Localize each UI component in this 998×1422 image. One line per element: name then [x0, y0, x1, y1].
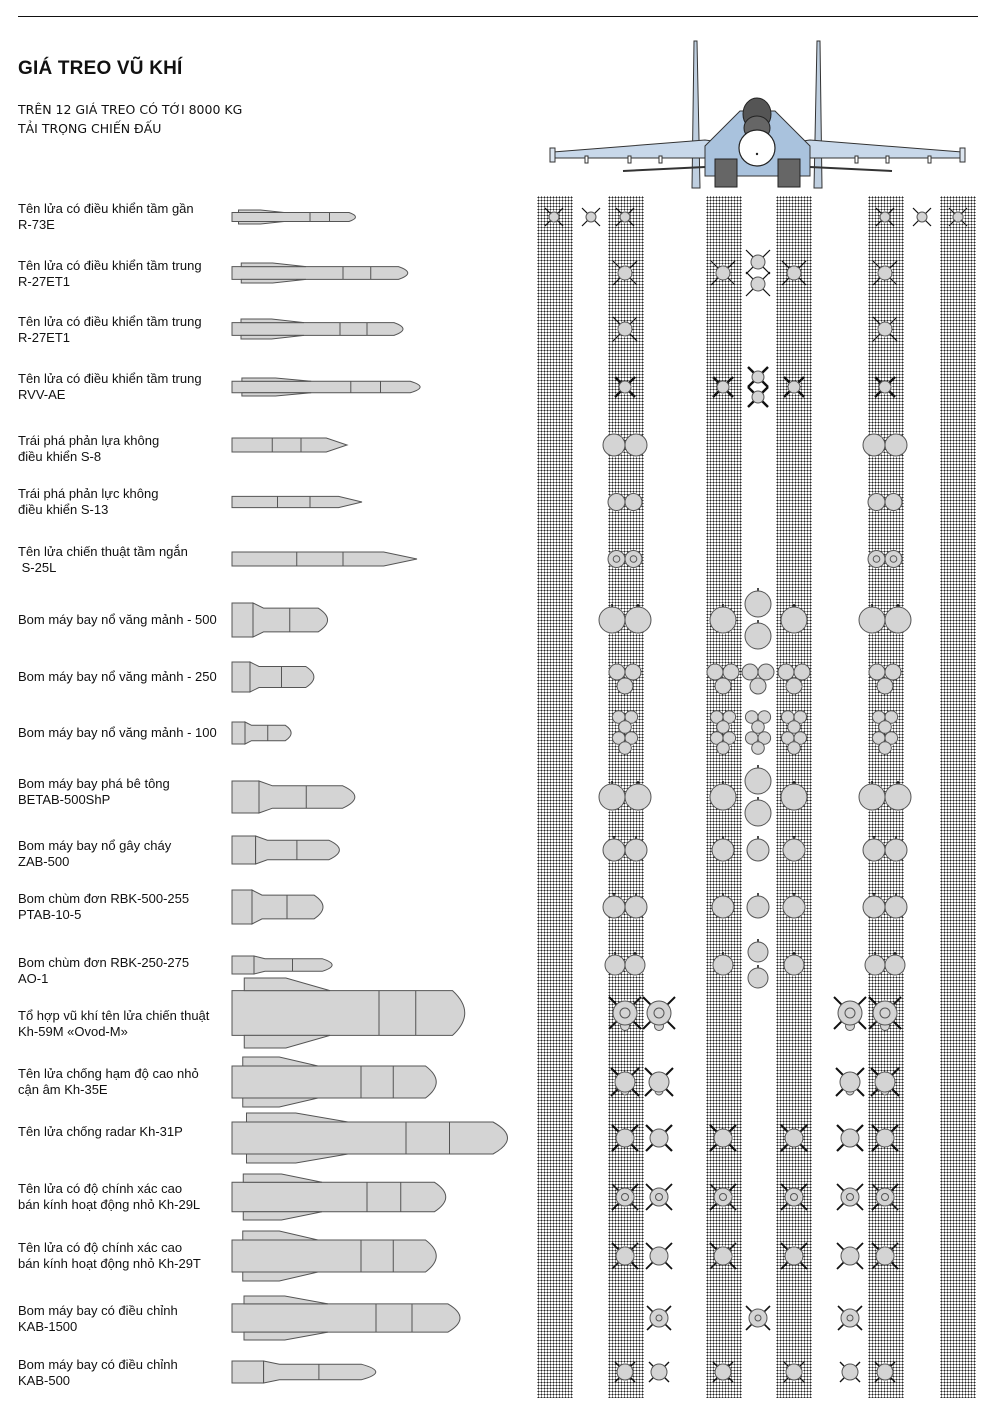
weapon-label-line-2: điều khiển S-13	[18, 502, 109, 517]
weapon-label-line-1: Bom máy bay nổ gây cháy	[18, 838, 172, 853]
station-marker	[837, 1243, 863, 1269]
weapon-label-line-1: Trái phá phản lực không	[18, 486, 159, 501]
weapon-illustration	[228, 953, 344, 977]
weapon-label-line-2: AO-1	[18, 971, 49, 986]
weapon-label	[18, 1124, 223, 1140]
weapon-label	[18, 201, 223, 233]
weapon-illustration	[228, 546, 419, 572]
station-marker	[647, 1306, 671, 1330]
station-marker	[745, 588, 771, 617]
weapon-illustration	[228, 600, 339, 640]
station-marker	[840, 1362, 860, 1382]
weapon-label-line-1: Bom máy bay nổ văng mảnh - 500	[18, 612, 217, 627]
top-rule	[18, 16, 978, 17]
weapon-label	[18, 1357, 223, 1389]
weapon-label-line-2: KAB-1500	[18, 1319, 78, 1334]
station-marker	[838, 1306, 862, 1330]
weapon-label	[18, 1303, 223, 1335]
weapon-label-line-2: R-73E	[18, 217, 55, 232]
weapon-label	[18, 1066, 223, 1098]
weapon-label-line-2: R-27ET1	[18, 330, 71, 345]
weapon-illustration	[228, 887, 334, 927]
station-marker	[836, 1068, 864, 1096]
weapon-label-line-2: BETAB-500ShP	[18, 792, 111, 807]
station-marker	[745, 765, 771, 794]
weapon-label	[18, 725, 223, 741]
weapon-label	[18, 955, 223, 987]
weapon-illustration	[228, 1054, 449, 1110]
weapon-illustration	[228, 975, 479, 1051]
station-marker	[748, 367, 768, 387]
weapon-label	[18, 612, 223, 628]
weapon-label	[18, 838, 223, 870]
weapon-label	[18, 776, 223, 808]
weapon-label-line-1: Tổ hợp vũ khí tên lửa chiến thuật	[18, 1008, 210, 1023]
weapon-label-line-1: Tên lửa có điều khiển tầm gần	[18, 201, 194, 216]
station-marker	[746, 1306, 770, 1330]
weapon-label-line-2: ZAB-500	[18, 854, 70, 869]
weapon-label-line-2: bán kính hoạt động nhỏ Kh-29L	[18, 1197, 201, 1212]
weapon-label	[18, 1240, 223, 1272]
pylon-strip-3	[706, 196, 742, 1398]
weapon-label-line-1: Tên lửa có độ chính xác cao	[18, 1240, 183, 1255]
weapon-label-line-2: Kh-59M «Ovod-M»	[18, 1024, 128, 1039]
station-marker	[837, 1125, 863, 1151]
station-marker	[646, 1125, 672, 1151]
station-marker	[747, 893, 769, 918]
station-marker	[837, 1184, 863, 1210]
weapon-illustration	[228, 719, 299, 747]
weapon-illustration	[228, 1228, 449, 1284]
station-marker	[746, 272, 770, 296]
station-marker	[745, 620, 771, 649]
weapon-label-line-1: Bom máy bay phá bê tông	[18, 776, 170, 791]
weapon-label-line-2: R-27ET1	[18, 274, 71, 289]
weapon-label-line-1: Tên lửa chống hạm độ cao nhỏ	[18, 1066, 199, 1081]
weapon-label-line-1: Bom chùm đơn RBK-250-275	[18, 955, 190, 970]
weapon-label-line-2: bán kính hoạt động nhỏ Kh-29T	[18, 1256, 201, 1271]
weapon-illustration	[228, 207, 364, 227]
station-marker	[748, 939, 768, 962]
pylon-strip-4	[776, 196, 812, 1398]
weapon-illustration	[228, 260, 419, 286]
page-subtitle	[18, 100, 242, 138]
station-marker	[745, 797, 771, 826]
weapon-label-line-2: cận âm Kh-35E	[18, 1082, 108, 1097]
weapon-illustration	[228, 1110, 524, 1166]
weapon-illustration	[228, 491, 364, 513]
station-marker	[747, 836, 769, 861]
weapon-label-line-1: Bom máy bay có điều chỉnh	[18, 1357, 178, 1372]
station-marker-cluster	[745, 711, 770, 755]
station-marker	[746, 250, 770, 274]
weapon-label-line-2: S-25L	[18, 560, 57, 575]
weapon-label-line-2: KAB-500	[18, 1373, 71, 1388]
weapon-label-line-2: điều khiển S-8	[18, 449, 102, 464]
weapon-label	[18, 1008, 223, 1040]
weapon-label-line-1: Tên lửa có điều khiển tầm trung	[18, 314, 202, 329]
station-marker	[748, 387, 768, 407]
weapon-label	[18, 371, 223, 403]
weapon-label	[18, 258, 223, 290]
weapon-label-line-2: PTAB-10-5	[18, 907, 82, 922]
station-marker	[582, 208, 600, 226]
weapon-label	[18, 486, 223, 518]
station-marker	[646, 1243, 672, 1269]
weapon-illustration	[228, 778, 369, 816]
su-30-front-view-illustration	[545, 36, 970, 196]
weapon-label-line-1: Bom chùm đơn RBK-500-255	[18, 891, 190, 906]
station-marker-cluster	[742, 664, 774, 694]
station-marker	[913, 208, 931, 226]
station-marker	[748, 965, 768, 988]
weapon-label-line-1: Tên lửa chống radar Kh-31P	[18, 1124, 183, 1139]
subtitle-line-1: TRÊN 12 GIÁ TREO CÓ TỚI 8000 KG	[18, 102, 243, 117]
station-marker	[649, 1362, 669, 1382]
weapon-label	[18, 669, 223, 685]
weapon-label-line-1: Trái phá phản lựa không	[18, 433, 160, 448]
weapon-illustration	[228, 659, 324, 695]
weapon-illustration	[228, 375, 432, 399]
weapon-illustration	[228, 432, 349, 458]
weapon-label-line-1: Tên lửa có điều khiển tầm trung	[18, 371, 202, 386]
page-title: GIÁ TREO VŨ KHÍ	[18, 58, 183, 79]
pylon-strip-2	[608, 196, 644, 1398]
station-marker	[834, 997, 866, 1031]
weapon-label	[18, 1181, 223, 1213]
pylon-strip-1	[537, 196, 573, 1398]
weapon-label-line-1: Bom máy bay có điều chỉnh	[18, 1303, 178, 1318]
weapon-label	[18, 433, 223, 465]
weapon-illustration	[228, 833, 352, 867]
weapon-label-line-2: RVV-AE	[18, 387, 66, 402]
pylon-strip-6	[940, 196, 976, 1398]
weapon-illustration	[228, 1171, 459, 1223]
weapon-label-line-1: Bom máy bay nổ văng mảnh - 250	[18, 669, 217, 684]
weapon-label-line-1: Bom máy bay nổ văng mảnh - 100	[18, 725, 217, 740]
station-marker	[645, 1068, 673, 1096]
subtitle-line-2: TẢI TRỌNG CHIẾN ĐẤU	[18, 121, 162, 136]
station-marker	[643, 997, 675, 1031]
weapon-illustration	[228, 316, 414, 342]
weapon-illustration	[228, 1293, 474, 1343]
weapon-label	[18, 544, 223, 576]
weapon-label	[18, 314, 223, 346]
pylon-strip-5	[868, 196, 904, 1398]
weapon-illustration	[228, 1358, 392, 1386]
station-marker	[646, 1184, 672, 1210]
weapon-label-line-1: Tên lửa chiến thuật tầm ngắn	[18, 544, 188, 559]
weapon-label-line-1: Tên lửa có điều khiển tầm trung	[18, 258, 202, 273]
weapon-label	[18, 891, 223, 923]
weapon-label-line-1: Tên lửa có độ chính xác cao	[18, 1181, 183, 1196]
